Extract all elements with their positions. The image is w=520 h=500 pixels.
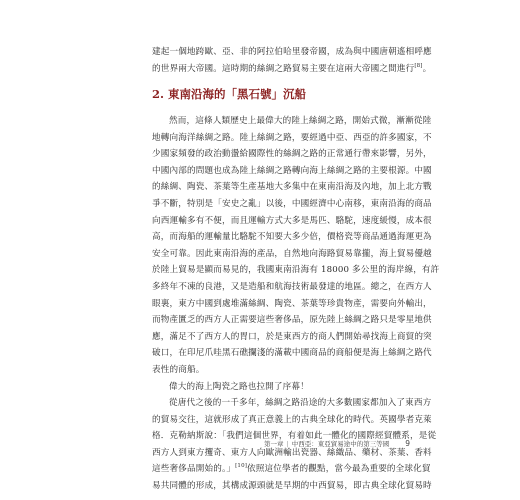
page-number: 9	[405, 439, 410, 448]
text-line: 的絲綢、陶瓷、茶葉等生產基地大多集中在東南沿海及內地，加上北方戰	[152, 182, 432, 193]
intro-paragraph	[152, 44, 432, 77]
footnote-marker: [8]	[414, 62, 423, 69]
text-line	[152, 461, 431, 478]
text-line: 從唐代之後的一千多年，絲綢之路沿途的大多數國家都加入了東西方	[169, 398, 432, 409]
text-line: 高，而海船的運輸量比駱駝不知要大多少倍，價格瓷等商品通過海運更為	[152, 232, 432, 243]
text-line: 於陸上貿易是顯而易見的，我國東南沿海有 18000 多公里的海岸線，有許	[152, 265, 440, 276]
text-line: 中國內部的問題也成為陸上絲綢之路轉向海上絲綢之路的主要根源。中國	[152, 165, 432, 176]
text-segment: 這時期的絲綢之路貿易主要在這兩大帝國之間進行	[221, 63, 415, 74]
section-heading: 2. 東南沿海的「黑石號」沉船	[152, 87, 307, 101]
book-title: 中西亞：東亞貿易途中的第三等國	[291, 440, 390, 448]
text-line: 多終年不凍的良港，又是造船和航海技術最發達的地區。總之，在西方人	[152, 281, 432, 292]
text-line: 建起一個地跨歐、亞、非的阿拉伯哈里發帝國，成為與中國唐朝遙相呼應	[152, 47, 432, 57]
text-line: 應，滿足不了西方人的胃口，於是東西方的商人們開始尋找海上商貿的突	[152, 331, 432, 342]
text-line: 破口，在印尼爪哇黑石礁攔淺的滿載中國商品的商船便是海上絲綢之路代	[152, 348, 432, 359]
text-line: 偉大的海上陶瓷之路也拉開了序幕！	[169, 381, 309, 392]
text-line: 易共同體的形成，其構成源頭就是早期的中西貿易，即古典全球化貿易時	[152, 481, 432, 492]
text-line: 西方人到東方攫奇、東方人向歐洲輸出瓷器、絲織品、藥材、茶葉、香料	[152, 447, 432, 458]
page-footer	[264, 439, 414, 448]
text-line: 的貿易交往，這就形成了真正意義上的古典全球化的時代。英國學者克萊	[152, 414, 432, 425]
text-segment: 這些奢侈品開始的。」	[152, 464, 236, 475]
main-paragraphs	[152, 113, 440, 495]
text-line: 地轉向海洋絲綢之路。陸上絲綢之路，要經過中亞、西亞的許多國家，不	[152, 132, 432, 143]
footnote-marker: [10]	[235, 463, 248, 470]
text-line: 的世界兩大帝國。這時期的絲綢之路貿易主要在這兩大帝國之間進行[8]。	[152, 62, 432, 74]
text-line: 格．克勒納斯說：「我們這個世界，有着如此一體化的國際經貿體系，是從	[152, 431, 437, 442]
text-line: 向西運輸多有不便，而且運輸方式大多是馬匹、駱駝，速度緩慢，成本很	[152, 215, 432, 226]
chapter-label: 第一章	[264, 440, 284, 448]
text-line: 而物產匱乏的西方人正需要這些奢侈品，原先陸上絲綢之路只是零星地供	[152, 315, 432, 326]
text-line: 眼裏，東方中國到處堆滿絲綢、陶瓷、茶葉等珍貴物產，需要向外輸出，	[152, 298, 432, 309]
text-segment: 的世界兩大帝國。	[152, 63, 222, 74]
footer-separator: |	[286, 440, 289, 448]
text-line: 表性的商船。	[152, 364, 205, 375]
text-segment: 依照這位學者的觀點，當今最為重要的全球化貿	[247, 464, 431, 475]
text-line: 爭不斷，特別是「安史之亂」以後，中國經濟中心南移，東南沿海的商品	[152, 198, 432, 209]
text-line: 少國家頻發的政治動盪給國際性的絲綢之路的正常通行帶來影響，另外，	[152, 149, 432, 160]
text-line: 然而，這條人類歷史上最偉大的陸上絲綢之路，開始式微，漸漸從陸	[169, 116, 432, 126]
text-line: 安全可靠。因此東南沿海的產品，自然地向海路貿易靠攏，海上貿易優越	[152, 248, 432, 259]
